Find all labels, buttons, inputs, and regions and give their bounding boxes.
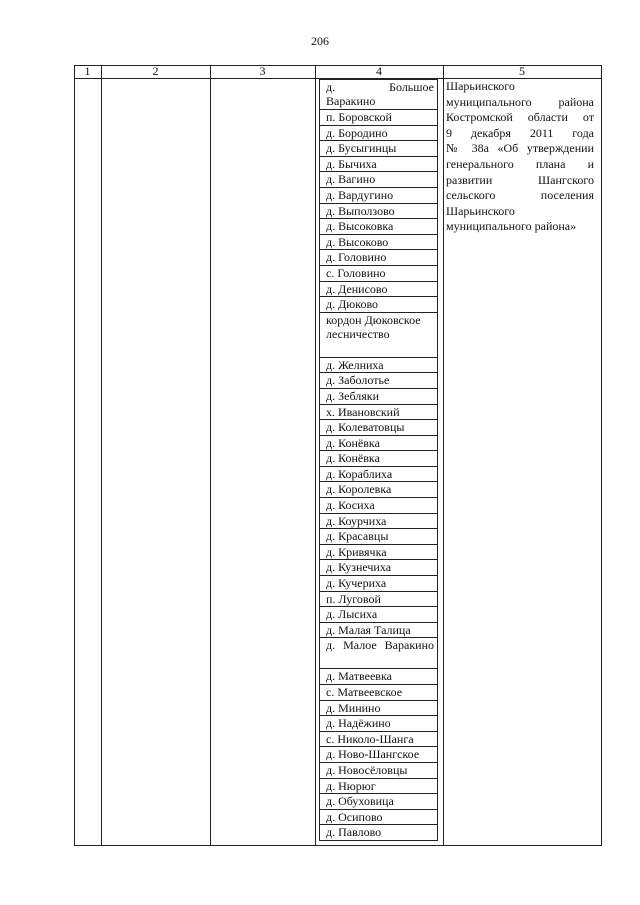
list-item: д. Малая Талица [319,623,438,639]
settlement-list [319,79,438,841]
list-item: д. Зебляки [319,389,438,405]
list-item: п. Луговой [319,592,438,608]
reference-line: развитии Шангского [446,172,594,187]
column-header-5: 5 [519,64,525,78]
list-item: д. Надёжино [319,716,438,732]
list-item: д. Осипово [319,810,438,826]
list-item: д. Головино [319,250,438,266]
list-item: д. Минино [319,701,438,717]
list-item: д. Высоково [319,235,438,251]
list-item: д. Вардугино [319,188,438,204]
list-item: кордон Дюковское лесничество [319,313,438,358]
list-item: д. Косиха [319,498,438,514]
list-item: д. Конёвка [319,436,438,452]
list-item: д. Павлово [319,825,438,841]
column-divider [210,65,211,845]
list-item: с. Николо-Шанга [319,732,438,748]
reference-line: муниципального района» [446,219,577,234]
column-header-1: 1 [84,64,91,78]
reference-line: Костромской области от [446,110,594,125]
list-item: д. Конёвка [319,451,438,467]
list-item: д. Дюково [319,297,438,313]
list-item: д. Высоковка [319,219,438,235]
list-item: д. Нюрюг [319,779,438,795]
list-item: д. Обуховица [319,794,438,810]
list-item: д. Королевка [319,482,438,498]
list-item: д. Малое Варакино [319,638,438,669]
list-item: д. Бычиха [319,157,438,173]
page-number: 206 [311,34,329,48]
list-item: д. Кузнечиха [319,560,438,576]
list-item: д. Желниха [319,358,438,374]
document-reference [446,79,594,235]
column-header-2: 2 [152,64,159,78]
list-item: д. Вагино [319,172,438,188]
list-item: д. Кривячка [319,545,438,561]
list-item: д. Большое Варакино [319,79,438,110]
table-border-bottom [74,845,602,846]
list-item: х. Ивановский [319,405,438,421]
list-item: п. Боровской [319,110,438,126]
column-header-3: 3 [259,64,266,78]
list-item: д. Денисово [319,282,438,298]
list-item: д. Лысиха [319,607,438,623]
reference-line: Шарьинского [446,203,515,218]
list-item: д. Выползово [319,204,438,220]
list-item: д. Красавцы [319,529,438,545]
column-divider [101,65,102,845]
reference-line: генерального плана и [446,156,594,171]
list-item: д. Матвеевка [319,669,438,685]
reference-line: муниципального района [446,94,594,109]
list-item: с. Головино [319,266,438,282]
list-item: д. Ново-Шангское [319,747,438,763]
list-item: д. Колеватовцы [319,420,438,436]
list-item: д. Кучериха [319,576,438,592]
list-item: д. Заболотье [319,373,438,389]
list-item: д. Кораблиха [319,467,438,483]
column-header-4: 4 [376,64,382,78]
list-item: д. Коурчиха [319,514,438,530]
table-border-left [74,65,75,845]
list-item: д. Бусыгинцы [319,141,438,157]
column-divider [443,65,444,845]
list-item: д. Новосёловцы [319,763,438,779]
list-item: д. Бородино [319,126,438,142]
reference-line: № 38а «Об утверждении [446,141,594,156]
column-divider [315,65,316,845]
list-item: с. Матвеевское [319,685,438,701]
table-border-right [601,65,602,845]
reference-line: 9 декабря 2011 года [446,125,594,140]
reference-line: Шарьинского [446,79,515,93]
reference-line: сельского поселения [446,188,594,203]
